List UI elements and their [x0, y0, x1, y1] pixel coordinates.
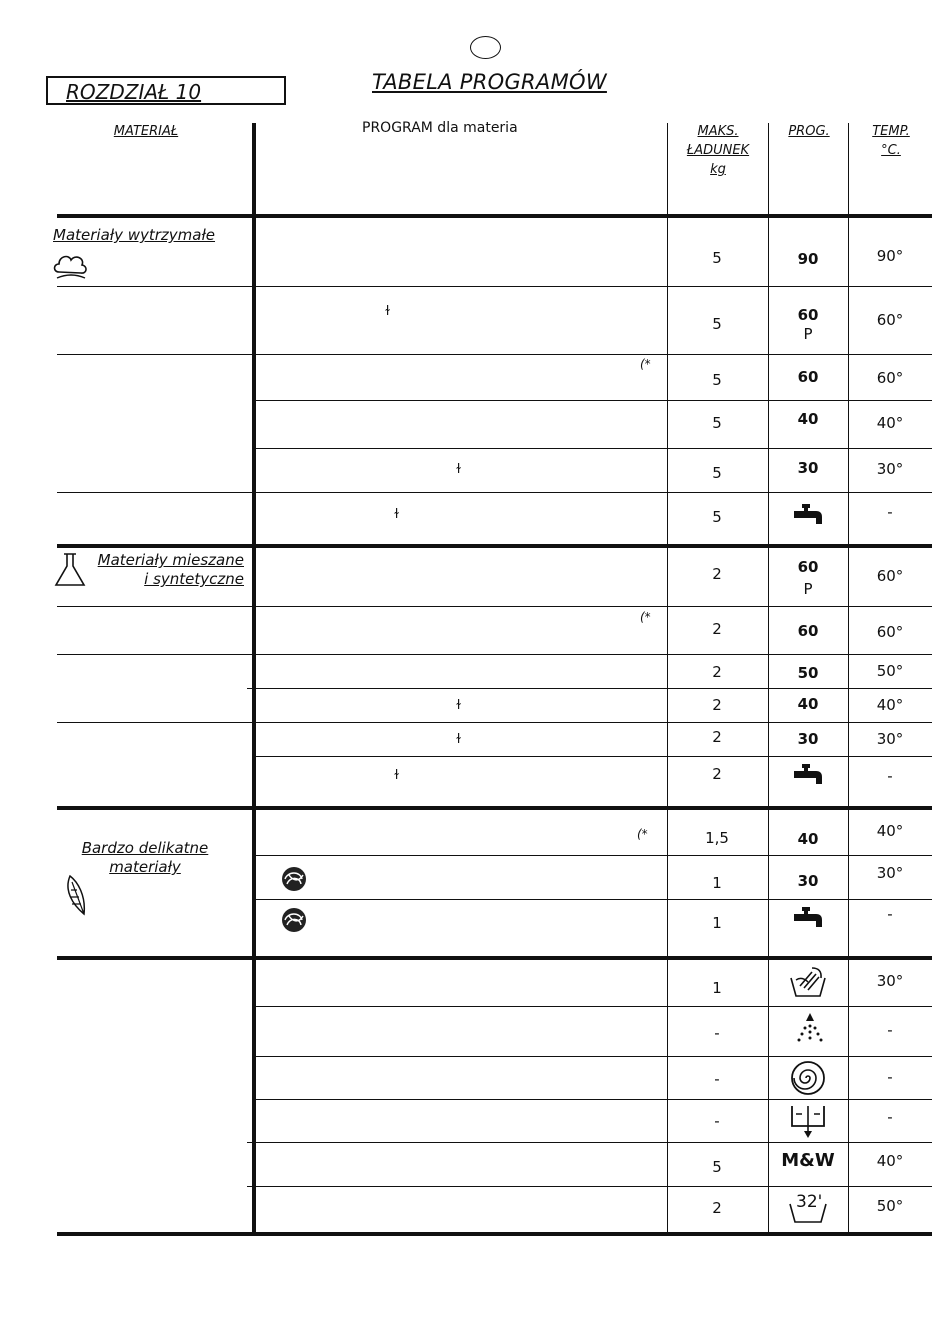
row-temp: - — [887, 1108, 893, 1126]
divider-program — [667, 123, 668, 1233]
col-prog-header: PROG. — [788, 124, 830, 139]
row-temp: 30° — [876, 864, 904, 882]
row-load: 5 — [712, 371, 722, 389]
flask-icon — [54, 552, 88, 588]
row-load: 5 — [712, 249, 722, 267]
table-bottom-rule — [57, 1232, 932, 1236]
row-prog: 30 — [797, 459, 819, 477]
quick-32-label: 32' — [796, 1192, 823, 1212]
row-rule — [255, 448, 932, 449]
category-mixed-line2: i syntetyczne — [144, 570, 244, 588]
col-load-line3: kg — [710, 162, 726, 177]
row-rule — [57, 606, 932, 607]
quick-32-icon — [788, 1190, 828, 1226]
footnote-dagger: ɫ — [456, 462, 462, 477]
divider-material — [252, 123, 256, 1233]
row-temp: - — [887, 503, 893, 521]
category-mixed — [80, 551, 244, 589]
footnote-star: (* — [637, 827, 648, 841]
country-oval — [470, 36, 501, 59]
row-temp: 40° — [876, 696, 904, 714]
row-load: 5 — [712, 508, 722, 526]
row-load: 1,5 — [705, 829, 729, 847]
col-program-header: PROGRAM dla materia — [362, 120, 518, 136]
row-load: 2 — [712, 765, 722, 783]
col-temp-line1: TEMP. — [872, 124, 910, 139]
row-temp: 50° — [876, 1197, 904, 1215]
row-load: 1 — [712, 979, 722, 997]
row-rule — [255, 899, 932, 900]
row-load: - — [714, 1112, 720, 1130]
rinse-icon — [796, 1011, 824, 1047]
row-rule — [247, 1142, 932, 1143]
col-temp-line2: °C. — [881, 143, 901, 158]
row-temp: 40° — [876, 1152, 904, 1170]
row-load: 2 — [712, 696, 722, 714]
chapter-box — [46, 76, 286, 105]
section-rule — [57, 956, 932, 960]
col-temp-header — [856, 122, 926, 160]
row-temp: - — [887, 1021, 893, 1039]
row-rule — [255, 1056, 932, 1057]
hand-wash-icon — [788, 964, 828, 1000]
category-delicate-line1: Bardzo delikatne — [81, 839, 209, 857]
row-prog: 30 — [797, 872, 819, 890]
row-load: 5 — [712, 414, 722, 432]
row-rule — [57, 492, 932, 493]
row-rule — [57, 354, 932, 355]
divider-prog — [848, 123, 849, 1233]
footnote-dagger: ɫ — [456, 732, 462, 747]
chapter-label: ROZDZIAŁ 10 — [66, 80, 202, 104]
row-prog: 40 — [797, 830, 819, 848]
row-temp: - — [887, 767, 893, 785]
row-load: 1 — [712, 874, 722, 892]
row-temp: - — [887, 1068, 893, 1086]
row-prog — [778, 306, 838, 344]
tap-icon — [792, 502, 828, 528]
row-load: 5 — [712, 1158, 722, 1176]
row-temp: 40° — [876, 822, 904, 840]
row-prog: 40 — [797, 410, 819, 428]
footnote-dagger: ɫ — [394, 768, 400, 783]
row-load: 2 — [712, 1199, 722, 1217]
footnote-dagger: ɫ — [394, 507, 400, 522]
category-delicate-line2: materiały — [109, 858, 181, 876]
row-temp: 50° — [876, 662, 904, 680]
row-temp: 30° — [876, 972, 904, 990]
row-prog-line1: 60 — [797, 306, 819, 324]
footnote-star: (* — [640, 357, 651, 371]
row-rule — [255, 756, 932, 757]
section-rule — [57, 544, 932, 548]
drain-icon — [790, 1102, 826, 1140]
tap-icon — [792, 762, 828, 788]
feather-icon — [62, 870, 92, 918]
row-prog-line2: P — [803, 580, 813, 598]
header-rule — [57, 214, 932, 218]
row-rule — [255, 1006, 932, 1007]
row-temp: 60° — [876, 623, 904, 641]
category-strong: Materiały wytrzymałe — [53, 226, 216, 244]
row-rule — [57, 654, 932, 655]
row-prog-line2: P — [803, 325, 813, 343]
row-load: - — [714, 1024, 720, 1042]
row-load: 2 — [712, 620, 722, 638]
row-temp: 60° — [876, 369, 904, 387]
category-mixed-line1: Materiały mieszane — [97, 551, 244, 569]
row-prog — [778, 558, 838, 599]
page-title: TABELA PROGRAMÓW — [372, 70, 607, 94]
wool-icon — [280, 865, 308, 893]
row-temp: 30° — [876, 730, 904, 748]
row-load: 1 — [712, 914, 722, 932]
spin-icon — [790, 1060, 826, 1096]
divider-load — [768, 123, 769, 1233]
row-load: 2 — [712, 565, 722, 583]
cotton-icon — [53, 250, 89, 282]
row-load: 2 — [712, 663, 722, 681]
row-load: 5 — [712, 464, 722, 482]
col-material-header: MATERIAŁ — [113, 124, 179, 139]
row-temp: 40° — [876, 414, 904, 432]
row-temp: 60° — [876, 311, 904, 329]
row-prog-line1: 60 — [797, 558, 819, 576]
row-rule — [247, 688, 932, 689]
row-rule — [57, 286, 932, 287]
row-temp: - — [887, 905, 893, 923]
row-rule — [255, 855, 932, 856]
row-prog: 60 — [797, 368, 819, 386]
footnote-dagger: ɫ — [385, 304, 391, 319]
row-rule — [57, 722, 932, 723]
section-rule — [57, 806, 932, 810]
row-prog: 30 — [797, 730, 819, 748]
footnote-dagger: ɫ — [456, 698, 462, 713]
row-prog: 60 — [797, 622, 819, 640]
row-prog: 40 — [797, 695, 819, 713]
footnote-star: (* — [640, 610, 651, 624]
row-prog: 90 — [797, 250, 819, 268]
row-temp: 90° — [876, 247, 904, 265]
col-load-line2: ŁADUNEK — [686, 143, 750, 158]
row-rule — [255, 400, 932, 401]
row-prog: 50 — [797, 664, 819, 682]
row-load: 2 — [712, 728, 722, 746]
row-load: 5 — [712, 315, 722, 333]
row-temp: 60° — [876, 567, 904, 585]
tap-icon — [792, 905, 828, 931]
wool-icon — [280, 906, 308, 934]
row-rule — [247, 1186, 932, 1187]
row-temp: 30° — [876, 460, 904, 478]
row-rule — [255, 1099, 932, 1100]
col-load-line1: MAKS. — [697, 124, 739, 139]
row-prog: M&W — [781, 1150, 835, 1171]
col-load-header — [672, 122, 764, 179]
row-load: - — [714, 1070, 720, 1088]
